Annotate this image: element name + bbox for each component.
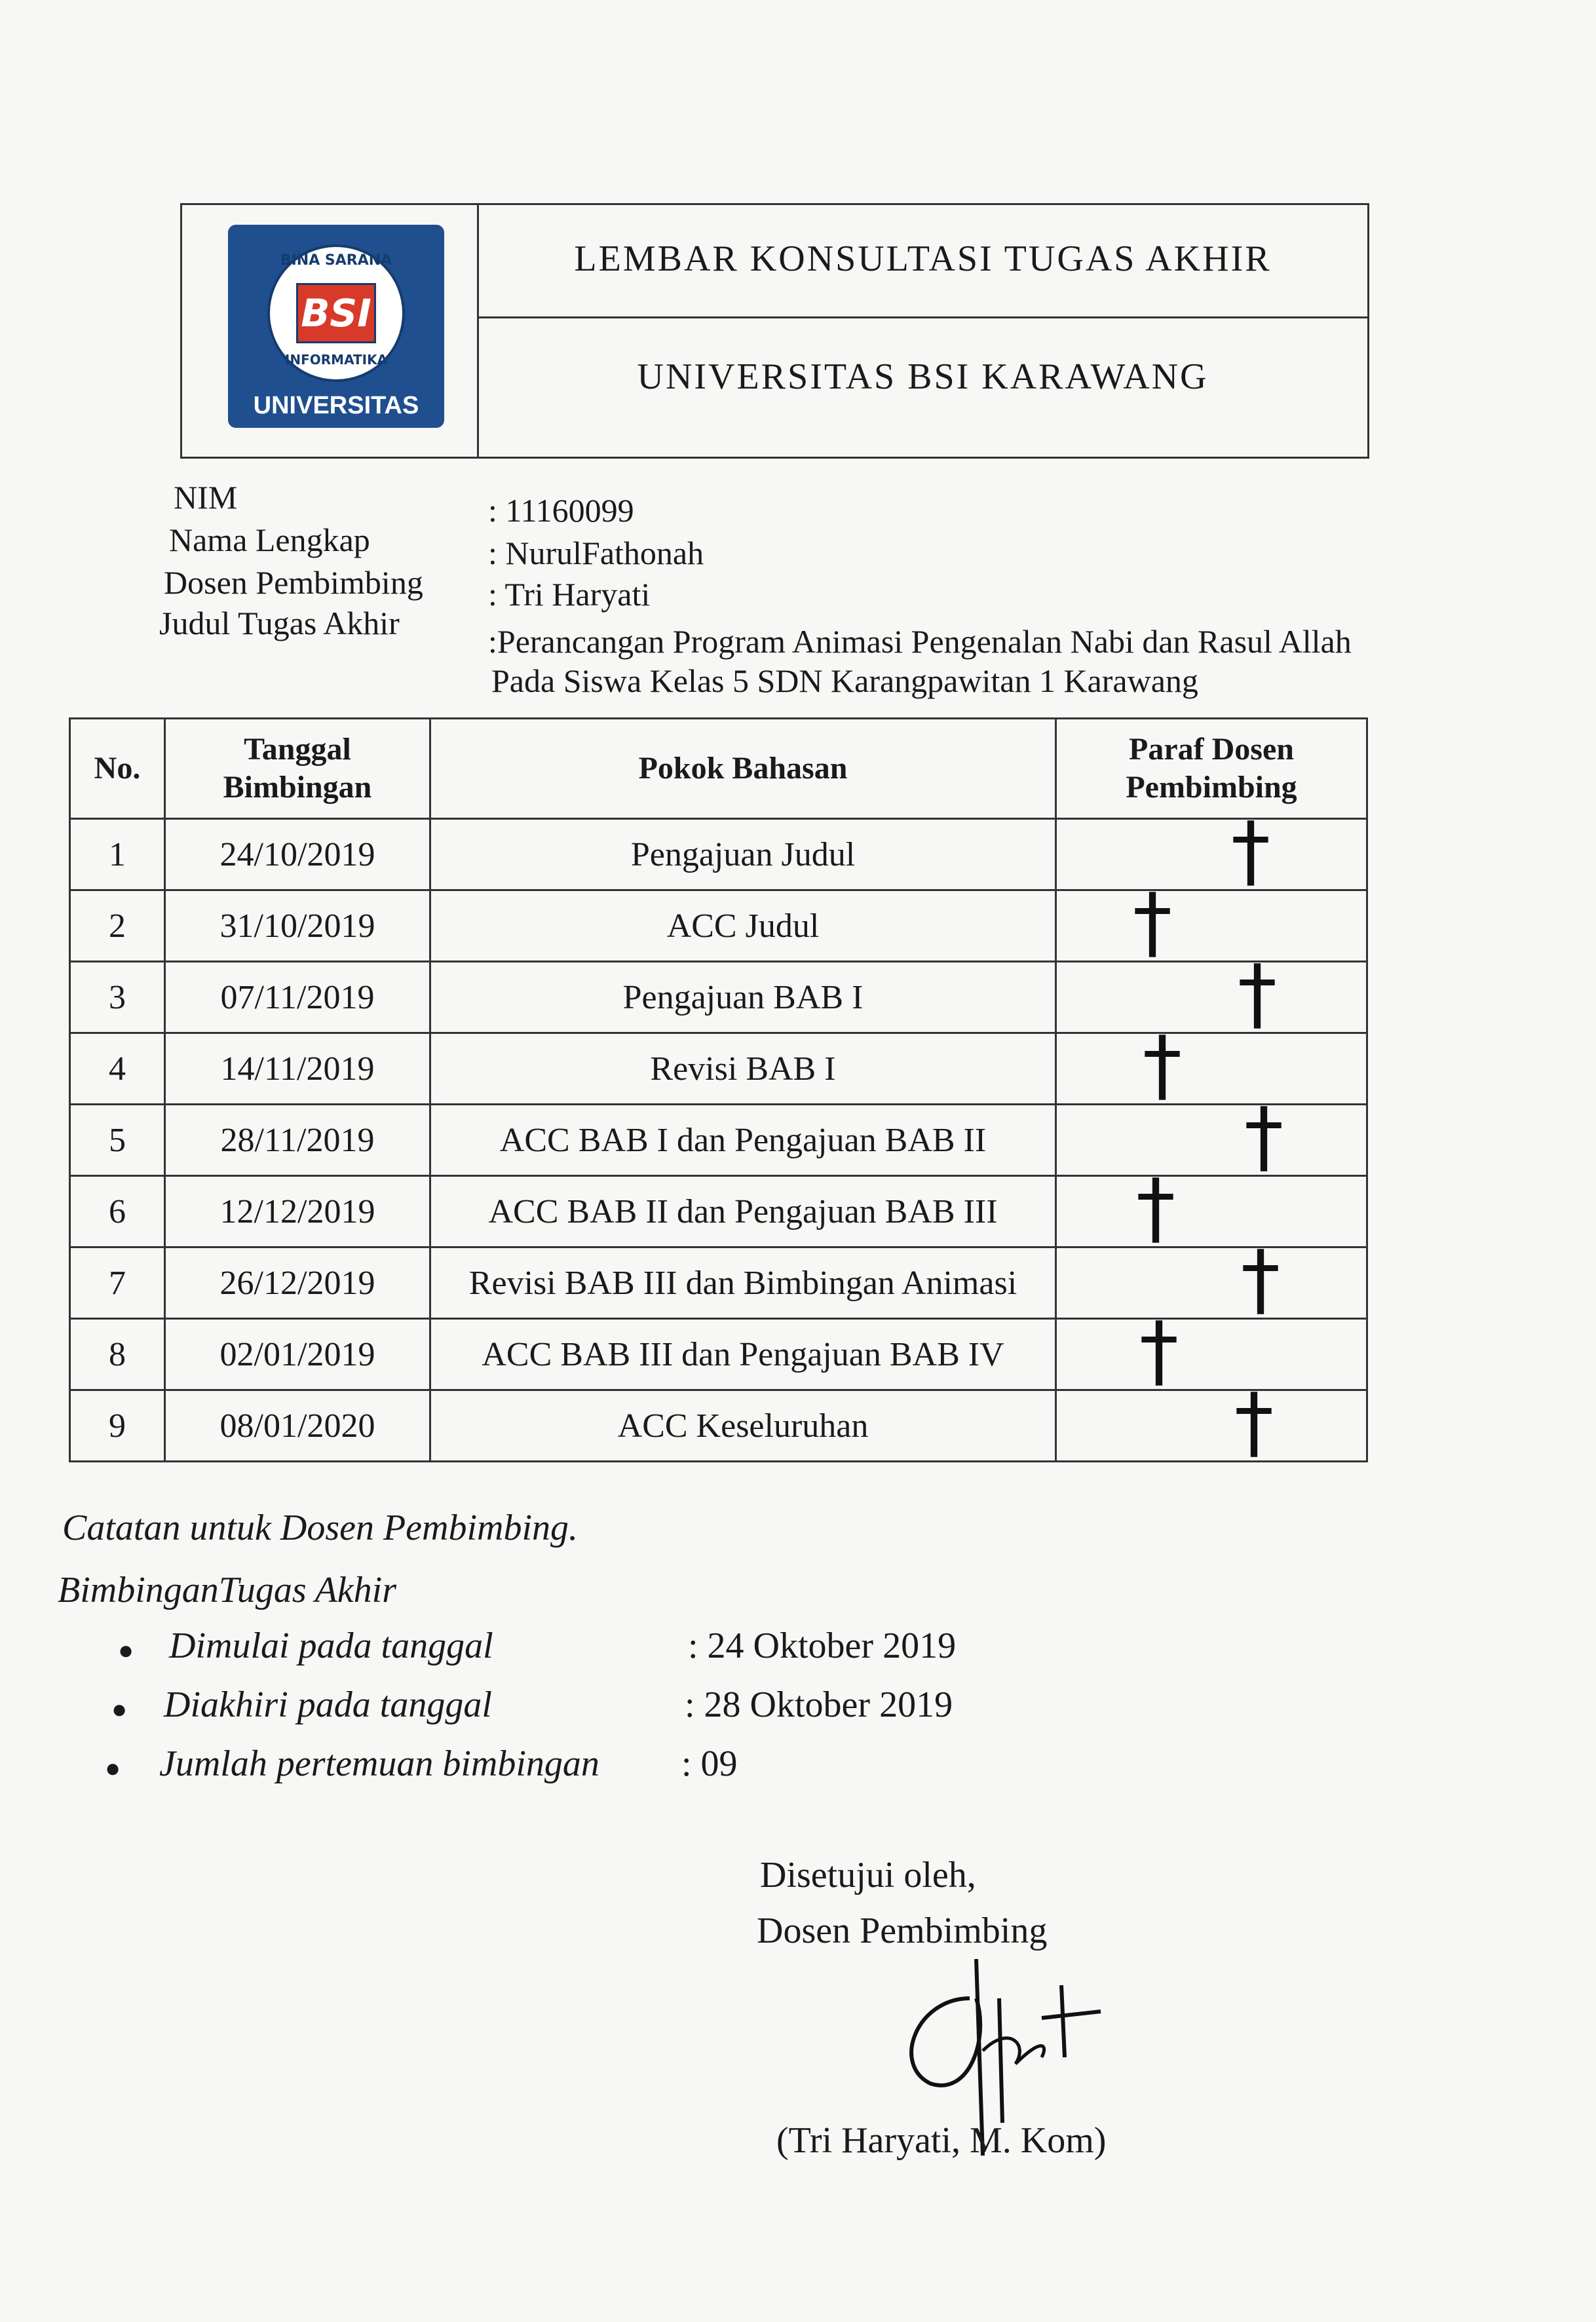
document-title: LEMBAR KONSULTASI TUGAS AKHIR: [574, 238, 1272, 279]
row-number: 3: [70, 962, 165, 1033]
row-number: 6: [70, 1176, 165, 1247]
start-date-label: Dimulai pada tanggal: [169, 1626, 493, 1666]
row-signature: [1056, 1163, 1367, 1254]
row-topic: ACC BAB II dan Pengajuan BAB III: [430, 1176, 1056, 1247]
initial-signature-mark: †: [1136, 1163, 1175, 1254]
initial-signature-mark: †: [1143, 1020, 1182, 1111]
row-topic: ACC Keseluruhan: [430, 1390, 1056, 1462]
row-number: 4: [70, 1033, 165, 1105]
consultation-table: [69, 717, 1368, 1468]
initial-signature-mark: †: [1238, 949, 1277, 1040]
nim-label: NIM: [174, 479, 238, 516]
row-topic: ACC BAB I dan Pengajuan BAB II: [430, 1105, 1056, 1176]
row-number: 5: [70, 1105, 165, 1176]
name-value: : NurulFathonah: [488, 535, 704, 571]
approval-line2: Dosen Pembimbing: [757, 1911, 1048, 1951]
row-number: 9: [70, 1390, 165, 1462]
thesis-title-label: Judul Tugas Akhir: [159, 605, 400, 641]
row-date: 02/01/2019: [165, 1319, 430, 1390]
row-signature: [1056, 1020, 1367, 1111]
meeting-count-label: Jumlah pertemuan bimbingan: [159, 1743, 599, 1784]
table-row: [70, 890, 1367, 962]
notes-subheading: BimbinganTugas Akhir: [58, 1570, 397, 1610]
row-date: 24/10/2019: [165, 819, 430, 890]
meeting-count-value: : 09: [681, 1743, 738, 1784]
name-label: Nama Lengkap: [169, 522, 370, 558]
university-logo: [228, 225, 444, 428]
row-number: 2: [70, 890, 165, 962]
table-header-row: [70, 719, 1367, 819]
end-date-value: : 28 Oktober 2019: [685, 1684, 953, 1725]
row-number: 1: [70, 819, 165, 890]
university-name: UNIVERSITAS BSI KARAWANG: [637, 356, 1209, 397]
table-row: [70, 1176, 1367, 1247]
row-topic: Revisi BAB III dan Bimbingan Animasi: [430, 1247, 1056, 1319]
row-signature: [1056, 1377, 1367, 1468]
initial-signature-mark: †: [1139, 1306, 1179, 1397]
initial-signature-mark: †: [1244, 1092, 1283, 1183]
column-header-date: [165, 719, 430, 819]
bullet-icon: ●: [111, 1694, 128, 1724]
row-topic: Revisi BAB I: [430, 1033, 1056, 1105]
row-topic: Pengajuan Judul: [430, 819, 1056, 890]
column-header-topic: Pokok Bahasan: [430, 719, 1056, 819]
logo-emblem: [267, 244, 405, 382]
bullet-icon: ●: [105, 1753, 121, 1783]
column-header-date-line1: Tanggal: [244, 732, 351, 767]
table-row: [70, 1033, 1367, 1105]
notes-heading: Catatan untuk Dosen Pembimbing.: [62, 1508, 579, 1548]
column-header-signature-line2: Pembimbing: [1126, 770, 1297, 805]
column-header-signature: [1056, 719, 1367, 819]
nim-value: : 11160099: [488, 492, 634, 529]
initial-signature-mark: †: [1133, 877, 1172, 968]
row-number: 7: [70, 1247, 165, 1319]
row-date: 31/10/2019: [165, 890, 430, 962]
thesis-title-value-line2: Pada Siswa Kelas 5 SDN Karangpawitan 1 Karawang: [491, 662, 1198, 699]
row-date: 12/12/2019: [165, 1176, 430, 1247]
table-row: [70, 819, 1367, 890]
logo-mark: BSI: [296, 283, 376, 343]
row-date: 14/11/2019: [165, 1033, 430, 1105]
header-divider: [479, 316, 1367, 318]
column-header-date-line2: Bimbingan: [223, 770, 372, 805]
row-date: 26/12/2019: [165, 1247, 430, 1319]
row-date: 28/11/2019: [165, 1105, 430, 1176]
initial-signature-mark: †: [1231, 806, 1270, 897]
row-topic: ACC Judul: [430, 890, 1056, 962]
advisor-name: (Tri Haryati, M. Kom): [776, 2120, 1107, 2161]
row-signature: [1056, 1092, 1367, 1183]
row-date: 07/11/2019: [165, 962, 430, 1033]
logo-ring-text-bottom: INFORMATIKA: [284, 352, 388, 368]
approval-line1: Disetujui oleh,: [760, 1855, 976, 1895]
advisor-value: : Tri Haryati: [488, 576, 651, 613]
row-topic: Pengajuan BAB I: [430, 962, 1056, 1033]
row-signature: [1056, 949, 1367, 1040]
row-signature: [1056, 1306, 1367, 1397]
row-signature: [1056, 877, 1367, 968]
logo-ring-text-top: BINA SARANA: [280, 252, 392, 269]
header-box: [180, 203, 1369, 459]
initial-signature-mark: †: [1234, 1377, 1274, 1468]
table-row: [70, 1390, 1367, 1462]
column-header-no: No.: [70, 719, 165, 819]
end-date-label: Diakhiri pada tanggal: [164, 1684, 492, 1725]
bullet-icon: ●: [118, 1635, 134, 1665]
row-signature: [1056, 806, 1367, 897]
logo-label: UNIVERSITAS: [253, 392, 419, 419]
initial-signature-mark: †: [1241, 1234, 1280, 1325]
row-signature: [1056, 1234, 1367, 1325]
advisor-label: Dosen Pembimbing: [164, 564, 423, 601]
start-date-value: : 24 Oktober 2019: [688, 1626, 957, 1666]
column-header-signature-line1: Paraf Dosen: [1129, 732, 1294, 767]
row-date: 08/01/2020: [165, 1390, 430, 1462]
thesis-title-value: :Perancangan Program Animasi Pengenalan Nabi dan Rasul Allah: [488, 623, 1352, 660]
row-topic: ACC BAB III dan Pengajuan BAB IV: [430, 1319, 1056, 1390]
row-number: 8: [70, 1319, 165, 1390]
table-row: [70, 1319, 1367, 1390]
